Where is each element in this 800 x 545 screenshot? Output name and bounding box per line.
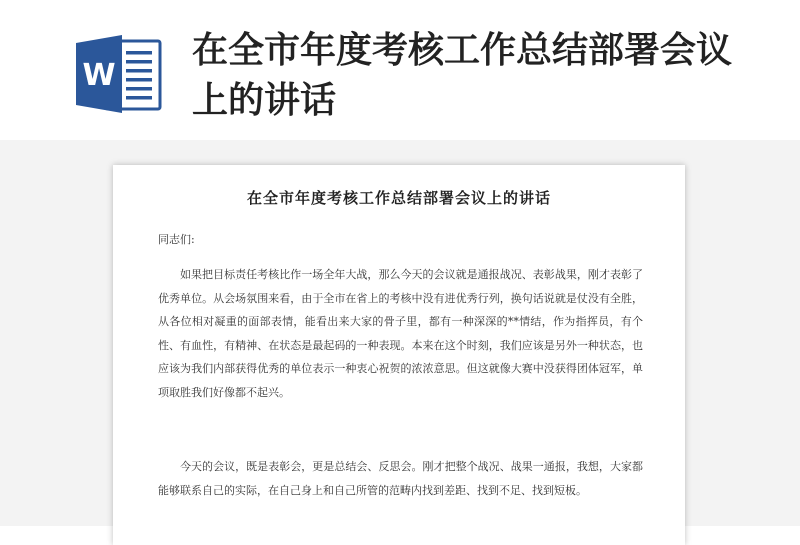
paragraph-2: 今天的会议，既是表彰会，更是总结会、反思会。刚才把整个战况、战果一通报，我想，大家都能够联系自己的实际，在自己身上和自己所管的范畴内找到差距、找到不足、找到短板。 [158, 460, 643, 497]
word-doc-icon [76, 33, 164, 115]
word-icon-letter: W [82, 58, 116, 93]
document-title: 在全市年度考核工作总结部署会议上的讲话 [246, 189, 551, 207]
header [0, 0, 800, 140]
page-title: 在全市年度考核工作总结部署会议上的讲话 [192, 30, 733, 121]
paragraph-1: 如果把目标责任考核比作一场全年大战，那么今天的会议就是通报战况、表彰战果，刚才表彰了优秀单位。从会场氛围来看，由于全市在省上的考核中没有进优秀行列，换句话说就是仗没有全胜，从各位相对凝重的面部表情，能看出来大家的骨子里，都有一种深深的**情结，作为指挥员，有个性、有血性，有精神、在状态是最起码的一种表现。本来在这个时刻，我们应该是另外一种状态，也应该为我们内部获得优秀的单位表示一种衷心祝贺的浓浓意思。但这就像大赛中没获得团体冠军，单项取胜我们好像都不起兴。 [158, 268, 643, 399]
document-page [113, 165, 685, 545]
greeting: 同志们: [158, 233, 195, 246]
